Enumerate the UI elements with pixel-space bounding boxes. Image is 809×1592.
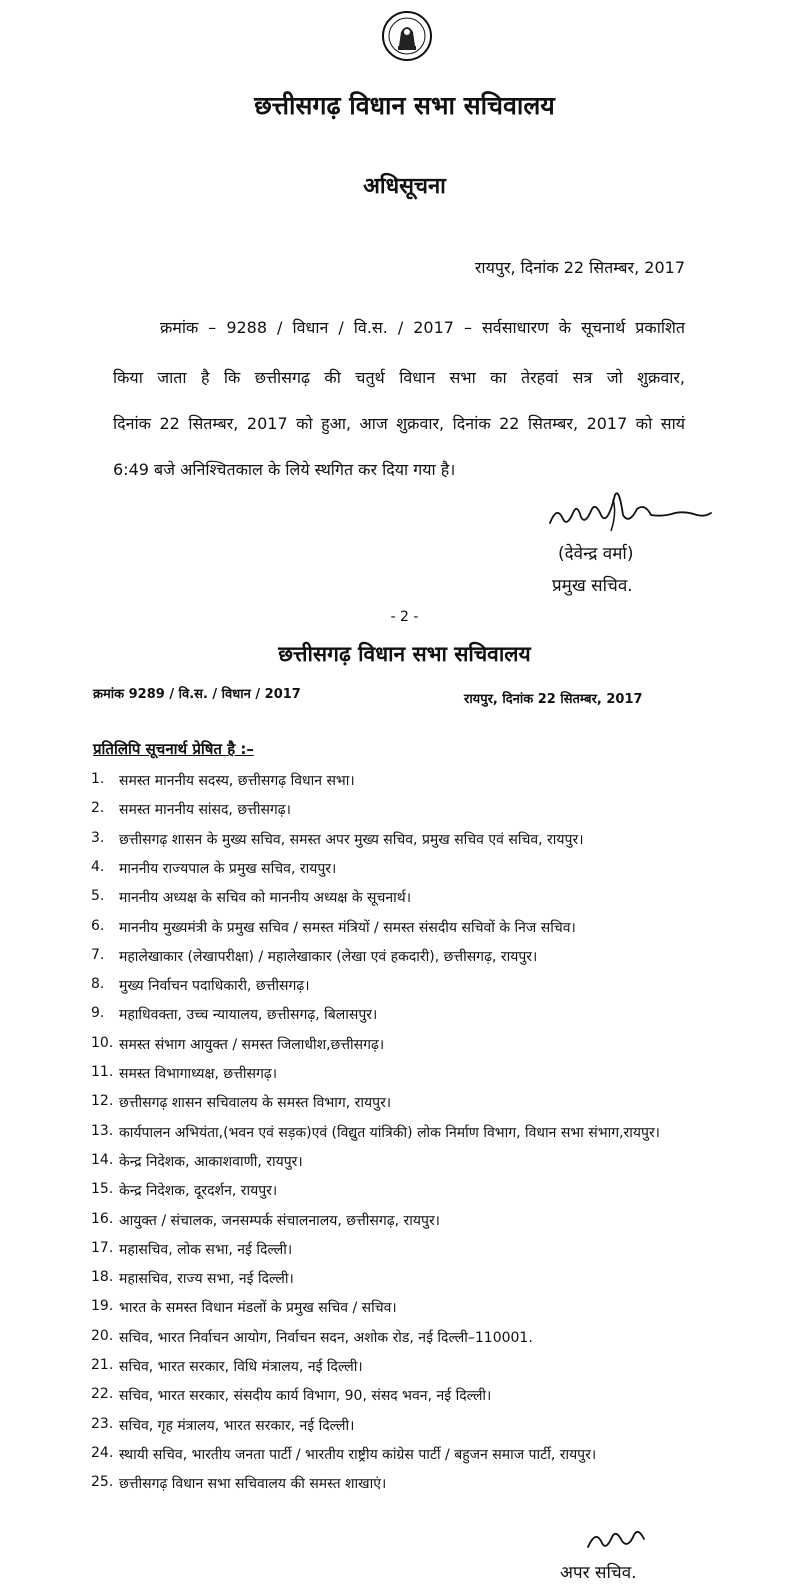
list-item-number: 20. (91, 1327, 114, 1344)
list-item-text: छत्तीसगढ़ शासन के मुख्य सचिव, समस्त अपर मुख्य सचिव, प्रमुख सचिव एवं सचिव, रायपुर। (119, 831, 584, 848)
list-item-number: 19. (91, 1298, 114, 1315)
list-item-text: समस्त माननीय सदस्य, छत्तीसगढ़ विधान सभा। (119, 773, 355, 789)
list-item-text: माननीय अध्यक्ष के सचिव को माननीय अध्यक्ष के सूचनार्थ। (119, 890, 412, 907)
list-item-text: केन्द्र निदेशक, दूरदर्शन, रायपुर। (119, 1183, 278, 1200)
list-item-number: 7. (91, 946, 105, 963)
list-item-text: माननीय मुख्यमंत्री के प्रमुख सचिव / समस्त मंत्रियों / समस्त संसदीय सचिवों के निज सचिव। (119, 919, 576, 936)
list-item-text: महालेखाकार (लेखापरीक्षा) / महालेखाकार (लेखा एवं हकदारी), छत्तीसगढ़, रायपुर। (119, 948, 538, 965)
list-item-text: आयुक्त / संचालक, जनसम्पर्क संचालनालय, छत्तीसगढ़, रायपुर। (119, 1212, 440, 1229)
list-item-number: 22. (91, 1386, 114, 1403)
signatory-designation: प्रमुख सचिव. (552, 576, 633, 596)
notice-line: क्रमांक – 9288 / विधान / वि.स. / 2017 – सर्वसाधारण के सूचनार्थ प्रकाशित (160, 318, 685, 337)
notification-heading: अधिसूचना (363, 174, 446, 199)
list-item-number: 21. (91, 1357, 114, 1373)
list-item-text: मुख्य निर्वाचन पदाधिकारी, छत्तीसगढ़। (119, 978, 310, 995)
signature-additional-secretary (582, 1523, 652, 1553)
list-item-text: महासचिव, राज्य सभा, नई दिल्ली। (119, 1271, 294, 1288)
page-title: छत्तीसगढ़ विधान सभा सचिवालय (254, 91, 555, 120)
emblem-seal-icon (381, 10, 433, 62)
list-item-number: 15. (91, 1181, 114, 1198)
list-item-number: 18. (91, 1269, 114, 1286)
list-item-text: भारत के समस्त विधान मंडलों के प्रमुख सचिव / सचिव। (119, 1300, 397, 1317)
list-item-number: 13. (91, 1122, 114, 1139)
copy-date: रायपुर, दिनांक 22 सितम्बर, 2017 (464, 692, 643, 707)
list-item-number: 6. (91, 917, 105, 934)
list-item-number: 12. (91, 1093, 114, 1110)
list-item-text: सचिव, भारत सरकार, संसदीय कार्य विभाग, 90, संसद भवन, नई दिल्ली। (119, 1388, 492, 1405)
signature-principal-secretary (545, 485, 715, 535)
signatory-name: (देवेन्द्र वर्मा) (558, 544, 634, 564)
copy-reference-number: क्रमांक 9289 / वि.स. / विधान / 2017 (93, 687, 301, 702)
copy-section-title: छत्तीसगढ़ विधान सभा सचिवालय (278, 642, 531, 666)
list-item-number: 11. (91, 1064, 114, 1080)
list-item-text: समस्त संभाग आयुक्त / समस्त जिलाधीश,छत्तीसगढ़। (119, 1036, 385, 1053)
list-item-number: 2. (91, 800, 105, 817)
notice-line: किया जाता है कि छत्तीसगढ़ की चतुर्थ विधान सभा का तेरहवां सत्र जो शुक्रवार, (113, 368, 685, 387)
list-item-number: 16. (91, 1210, 114, 1227)
list-item-number: 14. (91, 1151, 114, 1168)
list-item-text: समस्त विभागाध्यक्ष, छत्तीसगढ़। (119, 1066, 278, 1082)
notice-date: रायपुर, दिनांक 22 सितम्बर, 2017 (474, 258, 685, 277)
list-item-number: 23. (91, 1415, 114, 1432)
copy-heading: प्रतिलिपि सूचनार्थ प्रेषित है :– (93, 740, 254, 758)
list-item-number: 25. (91, 1474, 114, 1491)
list-item-number: 3. (91, 829, 105, 846)
list-item-number: 5. (91, 888, 105, 905)
notice-line: 6:49 बजे अनिश्चितकाल के लिये स्थगित कर दिया गया है। (113, 460, 456, 479)
list-item-text: स्थायी सचिव, भारतीय जनता पार्टी / भारतीय राष्ट्रीय कांग्रेस पार्टी / बहुजन समाज पार्टी, रायपुर। (119, 1446, 597, 1463)
list-item-text: माननीय राज्यपाल के प्रमुख सचिव, रायपुर। (119, 860, 337, 877)
list-item-text: सचिव, भारत निर्वाचन आयोग, निर्वाचन सदन, अशोक रोड, नई दिल्ली–110001. (119, 1329, 533, 1346)
page-number: - 2 - (390, 609, 419, 625)
list-item-text: कार्यपालन अभियंता,(भवन एवं सड़क)एवं (विद्युत यांत्रिकी) लोक निर्माण विभाग, विधान सभा संभाग,रायपुर। (119, 1124, 660, 1141)
list-item-number: 24. (91, 1444, 114, 1461)
list-item-text: समस्त माननीय सांसद, छत्तीसगढ़। (119, 802, 291, 819)
list-item-text: महासचिव, लोक सभा, नई दिल्ली। (119, 1241, 293, 1258)
list-item-text: सचिव, गृह मंत्रालय, भारत सरकार, नई दिल्ली। (119, 1417, 355, 1434)
list-item-text: छत्तीसगढ़ शासन सचिवालय के समस्त विभाग, रायपुर। (119, 1095, 392, 1112)
list-item-text: महाधिवक्ता, उच्च न्यायालय, छत्तीसगढ़, बिलासपुर। (119, 1007, 378, 1024)
list-item-text: सचिव, भारत सरकार, विधि मंत्रालय, नई दिल्ली। (119, 1359, 363, 1375)
list-item-number: 1. (91, 771, 105, 787)
list-item-text: केन्द्र निदेशक, आकाशवाणी, रायपुर। (119, 1153, 303, 1170)
list-item-number: 4. (91, 858, 105, 875)
list-item-text: छत्तीसगढ़ विधान सभा सचिवालय की समस्त शाखाएं। (119, 1476, 387, 1493)
additional-secretary-designation: अपर सचिव. (560, 1563, 637, 1583)
notice-line: दिनांक 22 सितम्बर, 2017 को हुआ, आज शुक्रवार, दिनांक 22 सितम्बर, 2017 को सायं (113, 414, 685, 433)
list-item-number: 9. (91, 1005, 105, 1022)
list-item-number: 8. (91, 976, 105, 993)
list-item-number: 17. (91, 1239, 114, 1256)
list-item-number: 10. (91, 1034, 114, 1051)
